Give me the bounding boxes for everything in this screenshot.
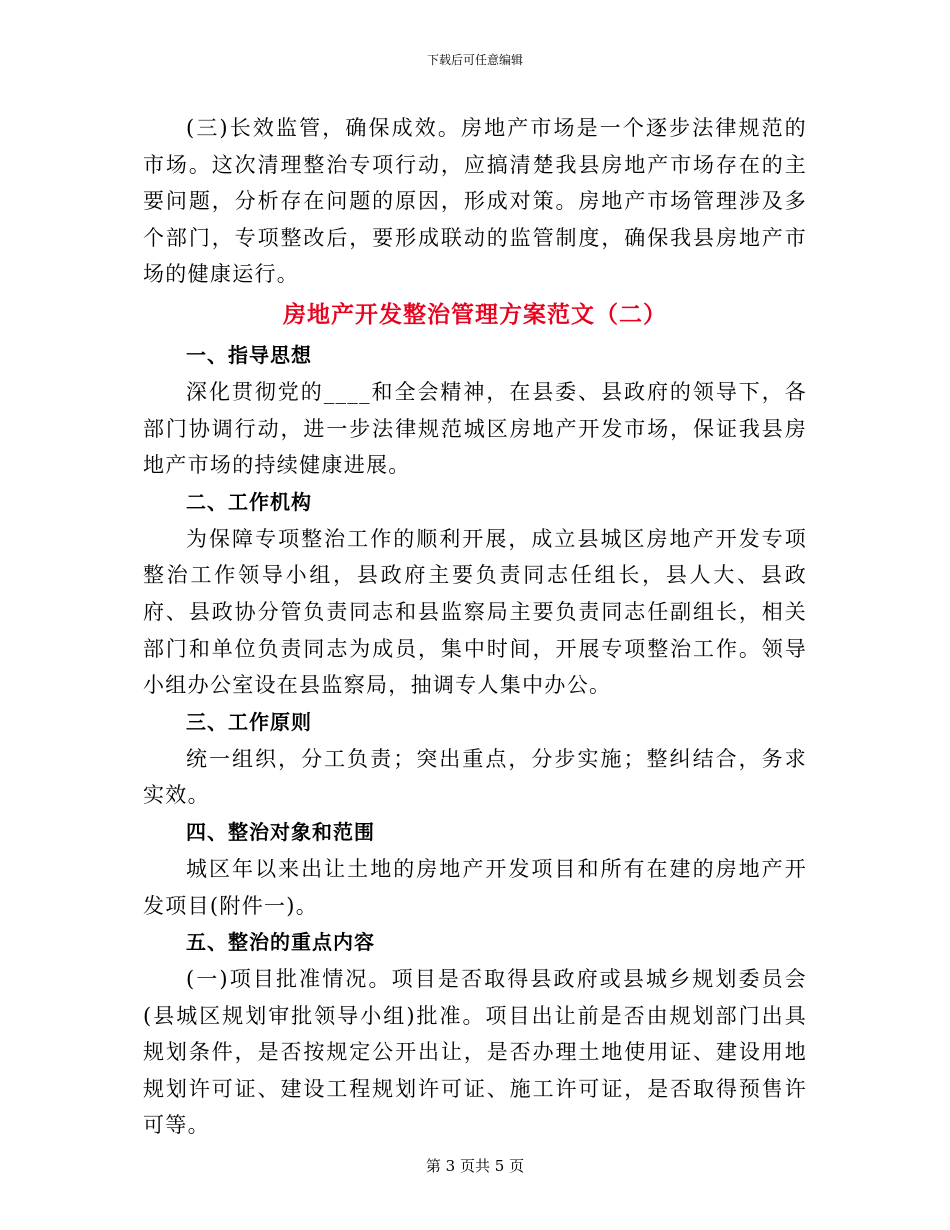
document-title: 房地产开发整治管理方案范文（二） [283, 301, 667, 328]
section-paragraph-guiding-ideology: 深化贯彻党的____和全会精神，在县委、县政府的领导下，各部门协调行动，进一步法律规范城区房地产开发市场，保证我县房地产市场的持续健康进展。 [143, 379, 807, 478]
section-heading-guiding-ideology: 一、指导思想 [186, 342, 312, 367]
section-paragraph-work-principles: 统一组织，分工负责；突出重点，分步实施；整纠结合，务求实效。 [143, 746, 807, 808]
document-body [143, 110, 807, 1144]
page-header: 下载后可任意编辑 [426, 53, 523, 67]
section-heading-key-content: 五、整治的重点内容 [186, 930, 375, 955]
section-paragraph-targets-scope: 城区年以来出让土地的房地产开发项目和所有在建的房地产开发项目(附件一)。 [143, 856, 807, 918]
section-heading-targets-scope: 四、整治对象和范围 [186, 819, 375, 844]
page-footer: 第 3 页共 5 页 [425, 1157, 525, 1175]
section-paragraph-work-organization: 为保障专项整治工作的顺利开展，成立县城区房地产开发专项整治工作领导小组，县政府主要负责同志任组长，县人大、县政府、县政协分管负责同志和县监察局主要负责同志任副组长，相关部门和单位负责同志为成员，集中时间，开展专项整治工作。领导小组办公室设在县监察局，抽调专人集中办公。 [143, 526, 807, 698]
section-heading-work-organization: 二、工作机构 [186, 489, 312, 514]
section-paragraph-key-content: (一)项目批准情况。项目是否取得县政府或县城乡规划委员会(县城区规划审批领导小组)批准。项目出让前是否由规划部门出具规划条件，是否按规定公开出让，是否办理土地使用证、建设用地规划许可证、建设工程规划许可证、施工许可证，是否取得预售许可等。 [143, 967, 807, 1138]
intro-paragraph: (三)长效监管，确保成效。房地产市场是一个逐步法律规范的市场。这次清理整治专项行动，应搞清楚我县房地产市场存在的主要问题，分析存在问题的原因，形成对策。房地产市场管理涉及多个部门，专项整改后，要形成联动的监管制度，确保我县房地产市场的健康运行。 [143, 116, 807, 287]
section-heading-work-principles: 三、工作原则 [186, 709, 312, 734]
